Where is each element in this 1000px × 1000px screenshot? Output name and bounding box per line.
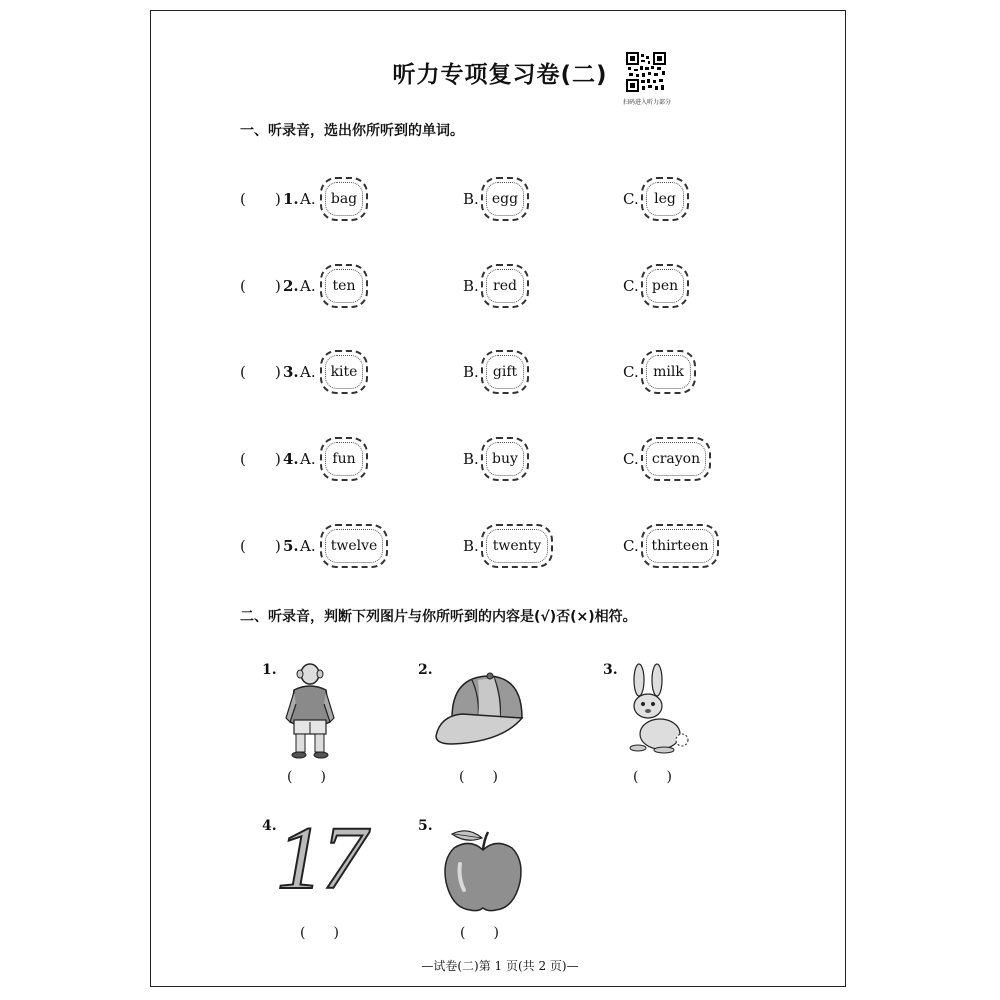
option-letter-c: C.: [623, 190, 639, 208]
question-number: 2.: [283, 277, 299, 295]
question-row-1: [0, 175, 1000, 225]
option-word-c[interactable]: milk: [641, 350, 696, 394]
option-word-a[interactable]: kite: [320, 350, 368, 394]
option-word-b[interactable]: egg: [481, 177, 529, 221]
option-word-b[interactable]: gift: [481, 350, 529, 394]
answer-paren-close[interactable]: ): [275, 537, 281, 555]
question-number: 3.: [283, 363, 299, 381]
rabbit-icon: [624, 662, 694, 757]
question-number: 4.: [283, 450, 299, 468]
qr-code-icon: [626, 52, 666, 92]
answer-paren-open[interactable]: (: [240, 450, 246, 468]
answer-paren-close[interactable]: ): [275, 363, 281, 381]
option-letter-c: C.: [623, 277, 639, 295]
cap-icon: [432, 668, 524, 748]
picture-number-3: 3.: [603, 662, 618, 678]
answer-paren-open[interactable]: (: [240, 537, 246, 555]
option-letter-b: B.: [463, 277, 479, 295]
option-word-b[interactable]: twenty: [481, 524, 553, 568]
option-letter-a: A.: [300, 190, 316, 208]
option-word-b[interactable]: red: [481, 264, 529, 308]
section2-heading: 二、听录音，判断下列图片与你所听到的内容是(√)否(×)相符。: [240, 609, 637, 625]
question-row-3: [0, 348, 1000, 398]
answer-paren-open[interactable]: (: [240, 190, 246, 208]
option-letter-b: B.: [463, 363, 479, 381]
question-row-2: [0, 262, 1000, 312]
option-word-a[interactable]: fun: [320, 437, 368, 481]
answer-paren-close[interactable]: ): [275, 277, 281, 295]
picture-number-4: 4.: [262, 818, 277, 834]
option-word-c[interactable]: pen: [641, 264, 689, 308]
option-letter-a: A.: [300, 277, 316, 295]
option-word-a[interactable]: twelve: [320, 524, 388, 568]
answer-paren-2[interactable]: ( ): [459, 769, 498, 785]
answer-paren-close[interactable]: ): [275, 450, 281, 468]
option-letter-a: A.: [300, 363, 316, 381]
picture-number-5: 5.: [418, 818, 433, 834]
section1-heading: 一、听录音，选出你所听到的单词。: [240, 123, 464, 139]
answer-paren-5[interactable]: ( ): [460, 925, 499, 941]
picture-number-2: 2.: [418, 662, 433, 678]
page-title: 听力专项复习卷(二): [392, 62, 608, 88]
option-word-a[interactable]: bag: [320, 177, 368, 221]
number-17-icon: [272, 808, 372, 898]
page-footer: —试卷(二)第 1 页(共 2 页)—: [421, 959, 579, 973]
fat-man-icon: [280, 662, 340, 762]
answer-paren-open[interactable]: (: [240, 363, 246, 381]
answer-paren-1[interactable]: ( ): [287, 769, 326, 785]
option-letter-a: A.: [300, 450, 316, 468]
question-number: 5.: [283, 537, 299, 555]
option-letter-a: A.: [300, 537, 316, 555]
option-letter-b: B.: [463, 450, 479, 468]
answer-paren-4[interactable]: ( ): [300, 925, 339, 941]
question-number: 1.: [283, 190, 299, 208]
option-word-c[interactable]: crayon: [641, 437, 711, 481]
answer-paren-3[interactable]: ( ): [633, 769, 672, 785]
apple-icon: [440, 824, 526, 914]
option-letter-b: B.: [463, 537, 479, 555]
option-letter-c: C.: [623, 363, 639, 381]
option-word-c[interactable]: thirteen: [641, 524, 719, 568]
answer-paren-close[interactable]: ): [275, 190, 281, 208]
qr-caption: 扫码进入听力部分: [622, 99, 671, 106]
option-letter-c: C.: [623, 537, 639, 555]
picture-number-1: 1.: [262, 662, 277, 678]
option-letter-c: C.: [623, 450, 639, 468]
option-word-a[interactable]: ten: [320, 264, 368, 308]
option-word-b[interactable]: buy: [481, 437, 529, 481]
option-word-c[interactable]: leg: [641, 177, 689, 221]
question-row-5: [0, 522, 1000, 572]
number-17-text: 17: [277, 809, 367, 898]
question-row-4: [0, 435, 1000, 485]
answer-paren-open[interactable]: (: [240, 277, 246, 295]
option-letter-b: B.: [463, 190, 479, 208]
